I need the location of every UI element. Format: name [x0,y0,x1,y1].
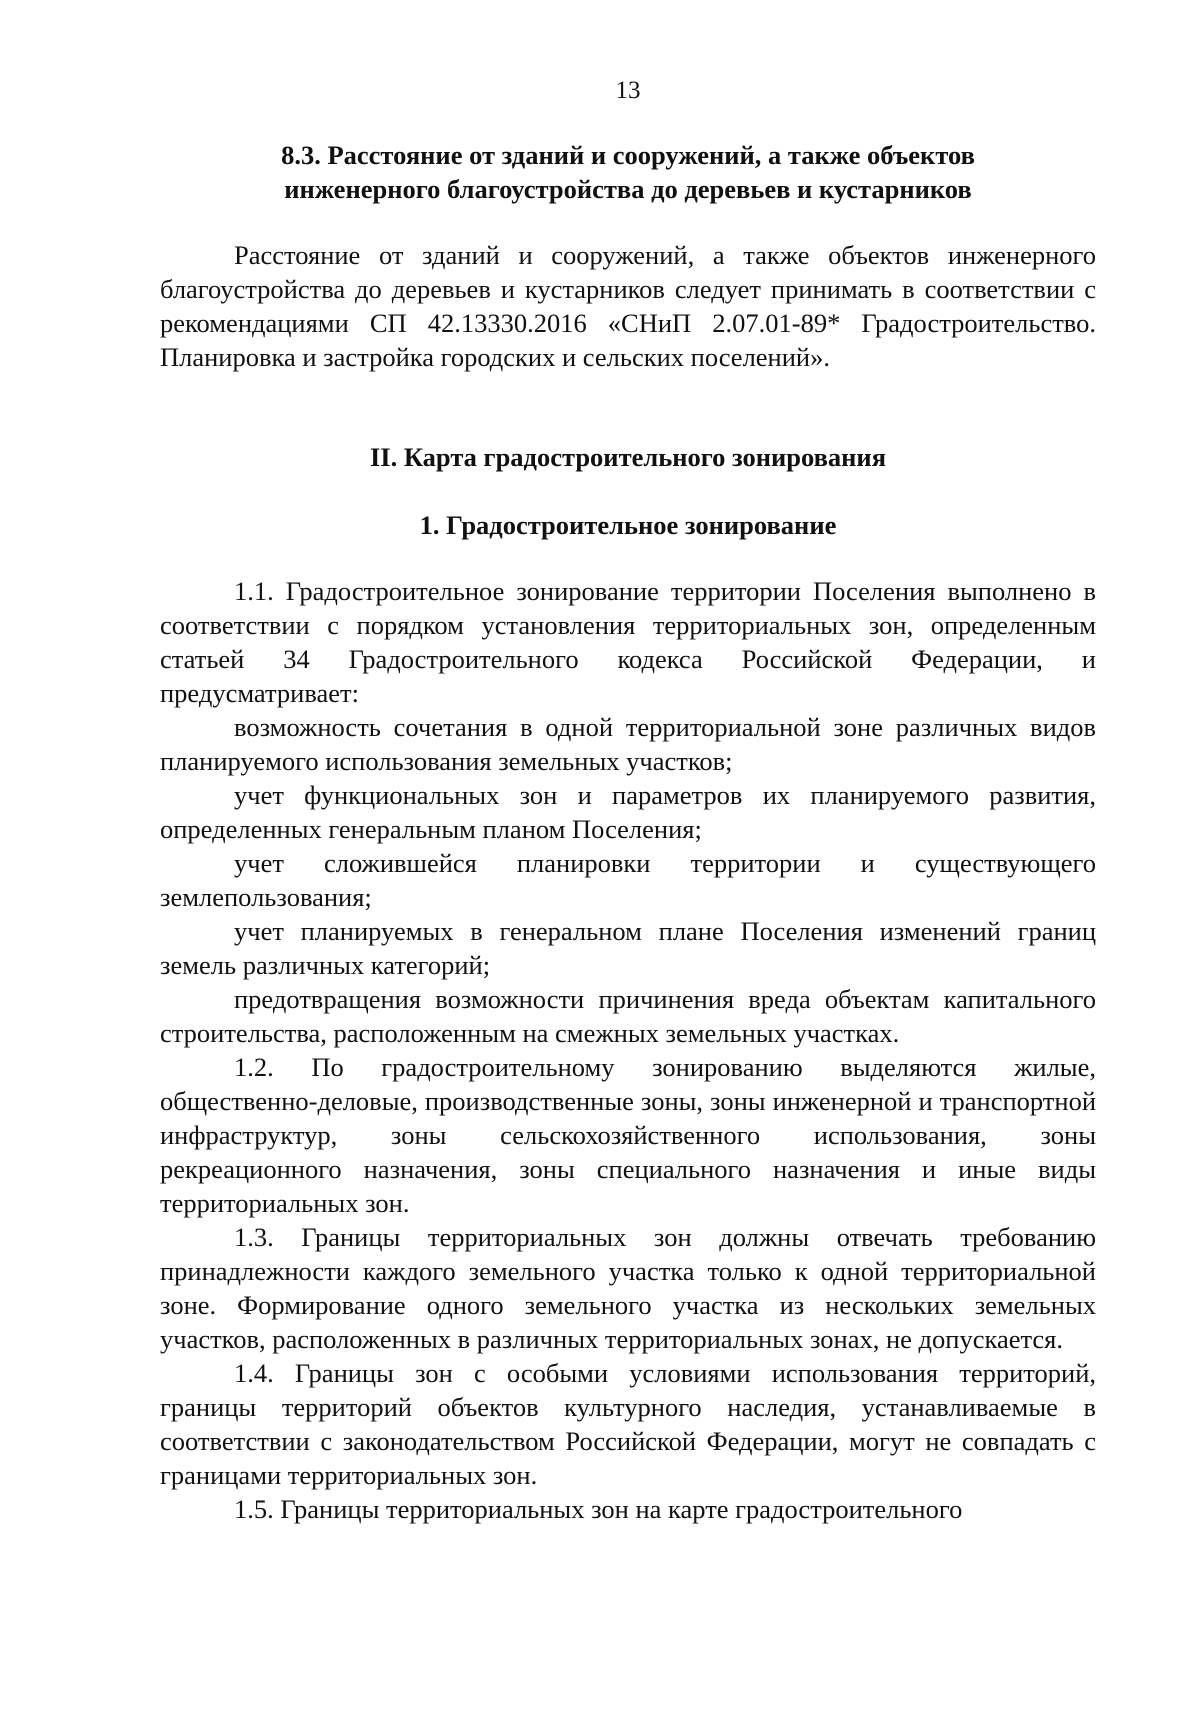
part-ii-title: II. Карта градостроительного зонирования [369,442,887,472]
list-item-combination: возможность сочетания в одной территориальной зоне различных видов планируемого использования земельных участков; [160,712,1096,776]
section-8-3-paragraph: Расстояние от зданий и сооружений, а также объектов инженерного благоустройства до деревьев и кустарников следует принимать в соответствии с рекомендациями СП 42.13330.2016 «СНиП 2.07.01-89* Градостроительство. Планировка и застройка городских и сельских поселений». [160,240,1096,372]
section-8-3-heading-line2: инженерного благоустройства до деревьев и кустарников [284,174,972,204]
section-8-3-body [160,238,1096,374]
section-8-3-heading-line1: 8.3. Расстояние от зданий и сооружений, а также объектов [281,140,975,170]
section-1-title: 1. Градостроительное зонирование [419,510,837,540]
list-item-functional-zones: учет функциональных зон и параметров их планируемого развития, определенных генеральным планом Поселения; [160,780,1096,844]
section-8-3-heading [160,138,1096,206]
paragraph-1-3: 1.3. Границы территориальных зон должны отвечать требованию принадлежности каждого земельного участка только к одной территориальной зоне. Формирование одного земельного участка из нескольких земельных участков, расположенных в различных территориальных зонах, не допускается. [160,1222,1096,1354]
list-item-planned-changes: учет планируемых в генеральном плане Поселения изменений границ земель различных категорий; [160,916,1096,980]
paragraph-1-2: 1.2. По градостроительному зонированию выделяются жилые, общественно-деловые, производственные зоны, зоны инженерной и транспортной инфраструктур, зоны сельскохозяйственного использования, зоны рекреационного назначения, зоны специального назначения и иные виды территориальных зон. [160,1052,1096,1218]
paragraph-1-5: 1.5. Границы территориальных зон на карте градостроительного [234,1494,963,1524]
paragraph-1-4: 1.4. Границы зон с особыми условиями использования территорий, границы территорий объектов культурного наследия, устанавливаемые в соответствии с законодательством Российской Федерации, могут не совпадать с границами территориальных зон. [160,1358,1096,1490]
paragraph-1-1: 1.1. Градостроительное зонирование территории Поселения выполнено в соответствии с порядком установления территориальных зон, определенным статьей 34 Градостроительного кодекса Российской Федерации, и предусматривает: [160,576,1096,708]
page-number: 13 [615,77,641,104]
list-item-harm-prevention: предотвращения возможности причинения вреда объектам капитального строительства, расположенным на смежных земельных участках. [160,984,1096,1048]
section-1-body [160,574,1096,1526]
list-item-existing-layout: учет сложившейся планировки территории и существующего землепользования; [160,848,1096,912]
